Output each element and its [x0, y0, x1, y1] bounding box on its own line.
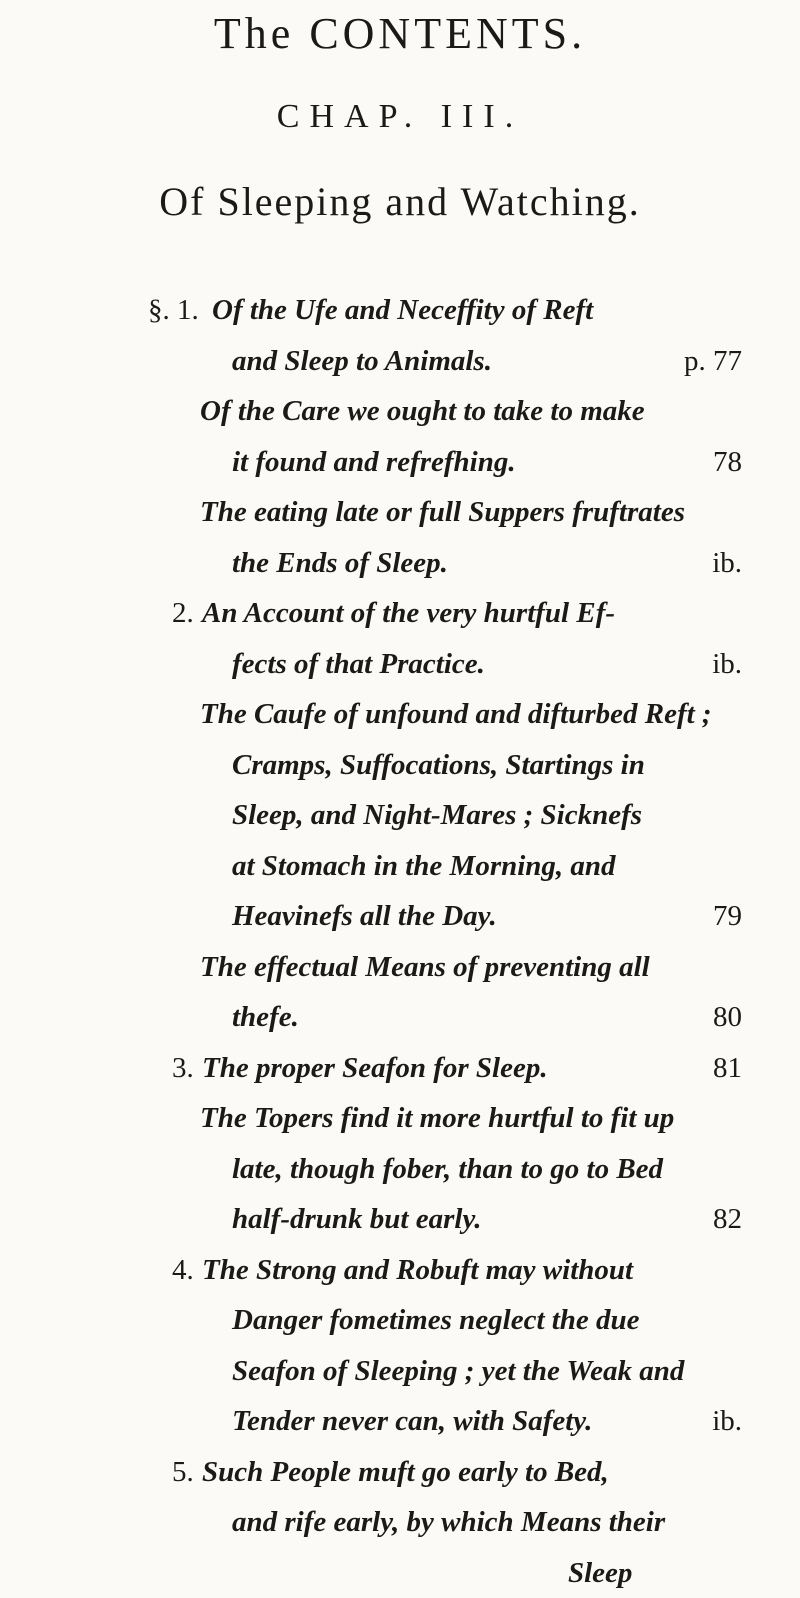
- page-reference: 78: [713, 437, 742, 488]
- entry-line: [0, 538, 800, 589]
- entry-line: [0, 1043, 800, 1094]
- section-number: 2.: [172, 588, 194, 639]
- page-reference: 79: [713, 891, 742, 942]
- page-reference: ib.: [712, 639, 742, 690]
- contents-entry: [0, 386, 800, 487]
- entry-text: The Topers find it more hurtful to fit up: [200, 1093, 674, 1144]
- entry-line: [0, 1497, 800, 1548]
- entry-line: [0, 740, 800, 791]
- entry-line: [0, 639, 800, 690]
- entry-text: Seafon of Sleeping ; yet the Weak and: [232, 1346, 684, 1397]
- contents-entry: [0, 1093, 800, 1245]
- entry-text: The effectual Means of preventing all: [200, 942, 650, 993]
- entry-text: and rife early, by which Means their: [232, 1497, 665, 1548]
- entry-text: Cramps, Suffocations, Startings in: [232, 740, 645, 791]
- entry-text: The eating late or full Suppers fruftrates: [200, 487, 685, 538]
- entry-line: [0, 1346, 800, 1397]
- entry-line: [0, 1295, 800, 1346]
- section-number: §. 1.: [148, 285, 199, 336]
- entry-line: [0, 942, 800, 993]
- entry-text: The Caufe of unfound and difturbed Reft ;: [200, 689, 712, 740]
- running-head: The CONTENTS.: [0, 8, 800, 59]
- entry-text: it found and refrefhing.: [232, 437, 516, 488]
- entry-text: fects of that Practice.: [232, 639, 485, 690]
- section-number: 4.: [172, 1245, 194, 1296]
- entry-line: [0, 891, 800, 942]
- entry-text: at Stomach in the Morning, and: [232, 841, 616, 892]
- entry-text: late, though fober, than to go to Bed: [232, 1144, 663, 1195]
- page-reference: 80: [713, 992, 742, 1043]
- chapter-label: CHAP. III.: [0, 98, 800, 136]
- page-reference: 81: [713, 1043, 742, 1094]
- entry-text: Danger fometimes neglect the due: [232, 1295, 640, 1346]
- entry-text: half-drunk but early.: [232, 1194, 482, 1245]
- contents-entry: [0, 1245, 800, 1447]
- entry-line: [0, 386, 800, 437]
- entry-text: Tender never can, with Safety.: [232, 1396, 592, 1447]
- entry-text: Heavinefs all the Day.: [232, 891, 497, 942]
- entry-line: [0, 1245, 800, 1296]
- section-number: 5.: [172, 1447, 194, 1498]
- entry-line: [0, 992, 800, 1043]
- page-reference: 82: [713, 1194, 742, 1245]
- entry-line: [0, 1396, 800, 1447]
- entry-text: Sleep: [568, 1548, 632, 1598]
- page-reference: p. 77: [684, 336, 742, 387]
- entry-line: [0, 437, 800, 488]
- contents-entry: [0, 285, 800, 386]
- entry-text: The proper Seafon for Sleep.: [202, 1043, 548, 1094]
- entry-line: [0, 790, 800, 841]
- entry-text: Of the Ufe and Neceffity of Reft: [212, 285, 593, 336]
- entry-line: [0, 1447, 800, 1498]
- entry-text: the Ends of Sleep.: [232, 538, 448, 589]
- entry-text: Sleep, and Night-Mares ; Sicknefs: [232, 790, 642, 841]
- section-number: 3.: [172, 1043, 194, 1094]
- entry-text: The Strong and Robuft may without: [202, 1245, 633, 1296]
- contents-entry: [0, 1043, 800, 1094]
- entry-text: and Sleep to Animals.: [232, 336, 492, 387]
- contents-entry: [0, 487, 800, 588]
- contents-entry: [0, 588, 800, 689]
- entry-line: [0, 1093, 800, 1144]
- entry-text: thefe.: [232, 992, 299, 1043]
- entry-line: [0, 487, 800, 538]
- entry-line: [0, 285, 800, 336]
- contents-entry: [0, 942, 800, 1043]
- page-reference: ib.: [712, 1396, 742, 1447]
- entry-line: [0, 336, 800, 387]
- entry-line: [0, 1194, 800, 1245]
- entry-line: [0, 841, 800, 892]
- entry-line: [0, 1144, 800, 1195]
- chapter-title: Of Sleeping and Watching.: [0, 178, 800, 225]
- contents-list: [0, 285, 800, 1598]
- page-reference: ib.: [712, 538, 742, 589]
- entry-text: Such People muft go early to Bed,: [202, 1447, 609, 1498]
- contents-entry: [0, 1447, 800, 1598]
- entry-text: Of the Care we ought to take to make: [200, 386, 645, 437]
- entry-text: An Account of the very hurtful Ef-: [202, 588, 615, 639]
- entry-line: [0, 1548, 800, 1598]
- contents-entry: [0, 689, 800, 942]
- entry-line: [0, 689, 800, 740]
- entry-line: [0, 588, 800, 639]
